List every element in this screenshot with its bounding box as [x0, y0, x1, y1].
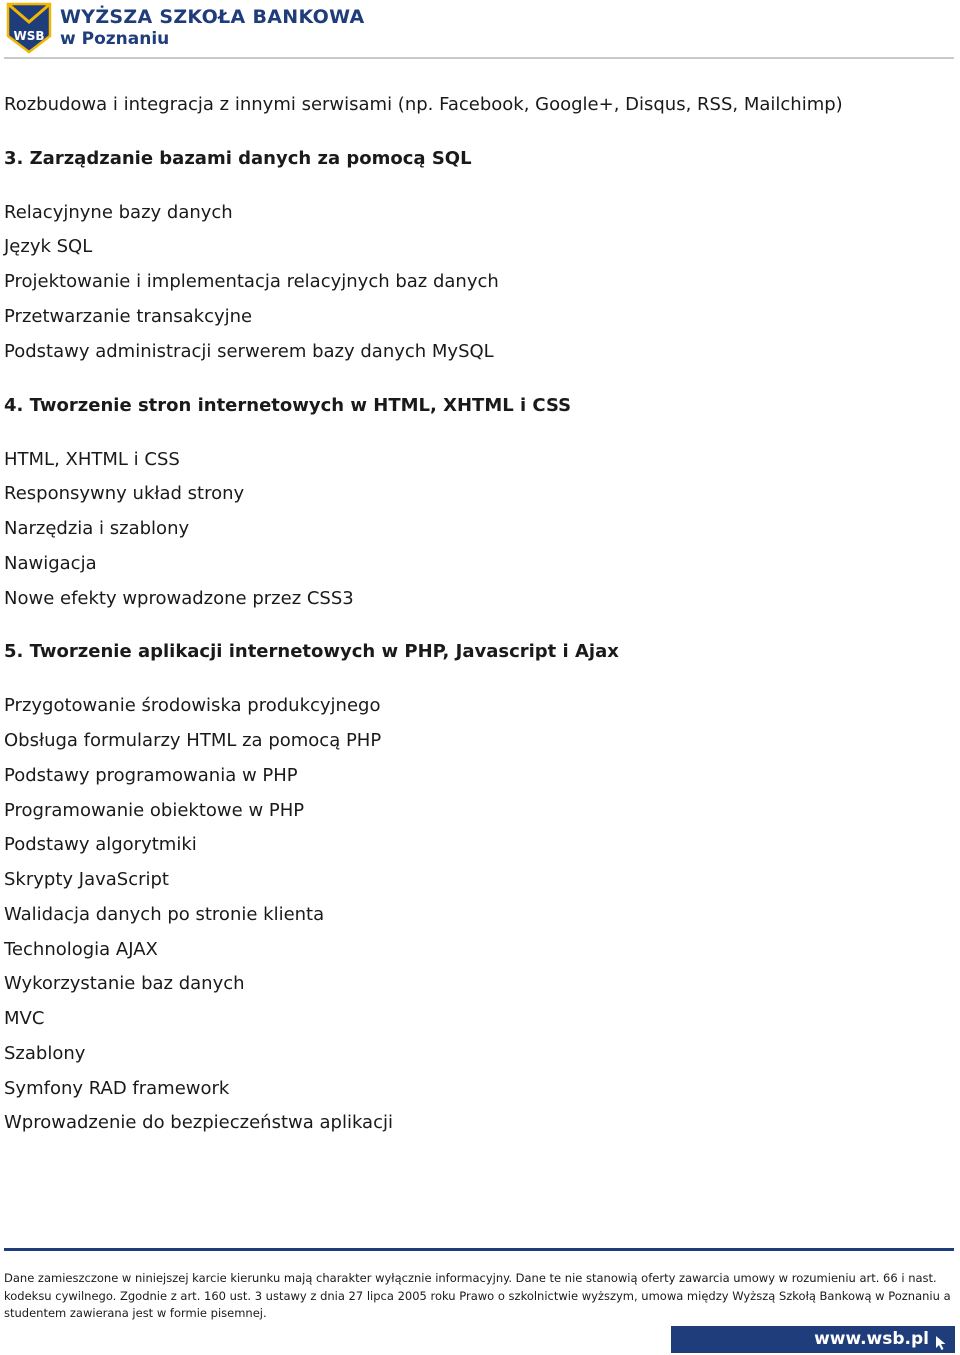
disclaimer-line: Dane zamieszczone w niniejszej karcie kierunku mają charakter wyłącznie informacyjny. Dane te nie stanowią oferty zawarcia umowy w rozumieniu art. 66 i nast. [4, 1271, 937, 1285]
list-item: MVC [4, 1008, 45, 1029]
list-item: Projektowanie i implementacja relacyjnych baz danych [4, 271, 499, 292]
list-item: Język SQL [4, 236, 93, 257]
list-item: HTML, XHTML i CSS [4, 449, 180, 470]
logo-city: w Poznaniu [60, 29, 170, 49]
list-item: Narzędzia i szablony [4, 518, 190, 539]
list-item: Podstawy algorytmiki [4, 834, 197, 855]
section-heading: 3. Zarządzanie bazami danych za pomocą SQL [4, 148, 472, 169]
wsb-crest-icon [6, 2, 52, 54]
website-link[interactable]: www.wsb.pl [814, 1329, 929, 1349]
disclaimer-line: studentem zawierana jest w formie pisemnej. [4, 1306, 267, 1320]
section-heading: 4. Tworzenie stron internetowych w HTML, XHTML i CSS [4, 395, 572, 416]
list-item: Responsywny układ strony [4, 483, 245, 504]
list-item: Szablony [4, 1043, 86, 1064]
intro-line: Rozbudowa i integracja z innymi serwisami (np. Facebook, Google+, Disqus, RSS, Mailchimp) [4, 94, 843, 115]
list-item: Symfony RAD framework [4, 1078, 230, 1099]
list-item: Nowe efekty wprowadzone przez CSS3 [4, 588, 354, 609]
list-item: Programowanie obiektowe w PHP [4, 800, 305, 821]
list-item: Wprowadzenie do bezpieczeństwa aplikacji [4, 1112, 393, 1133]
header-divider [4, 57, 954, 59]
list-item: Przetwarzanie transakcyjne [4, 306, 253, 327]
footer-url-bar[interactable] [671, 1326, 955, 1353]
cursor-icon [935, 1335, 947, 1351]
list-item: Przygotowanie środowiska produkcyjnego [4, 695, 381, 716]
list-item: Relacyjnyne bazy danych [4, 202, 233, 223]
list-item: Podstawy programowania w PHP [4, 765, 298, 786]
list-item: Podstawy administracji serwerem bazy danych MySQL [4, 341, 494, 362]
section-heading: 5. Tworzenie aplikacji internetowych w PHP, Javascript i Ajax [4, 641, 619, 662]
logo-school-name: WYŻSZA SZKOŁA BANKOWA [60, 6, 365, 28]
list-item: Technologia AJAX [4, 939, 158, 960]
list-item: Walidacja danych po stronie klienta [4, 904, 325, 925]
footer-divider [4, 1248, 954, 1251]
logo-wordmark [60, 6, 365, 50]
page-header [0, 0, 960, 58]
list-item: Obsługa formularzy HTML za pomocą PHP [4, 730, 382, 751]
footer-disclaimer [4, 1270, 954, 1323]
logo-badge-text: WSB [13, 29, 45, 43]
list-item: Skrypty JavaScript [4, 869, 169, 890]
disclaimer-line: kodeksu cywilnego. Zgodnie z art. 160 ust. 3 ustawy z dnia 27 lipca 2005 roku Prawo o szkolnictwie wyższym, umowa między Wyższą Szkołą Bankową w Poznaniu a [4, 1288, 951, 1303]
list-item: Wykorzystanie baz danych [4, 973, 245, 994]
list-item: Nawigacja [4, 553, 97, 574]
